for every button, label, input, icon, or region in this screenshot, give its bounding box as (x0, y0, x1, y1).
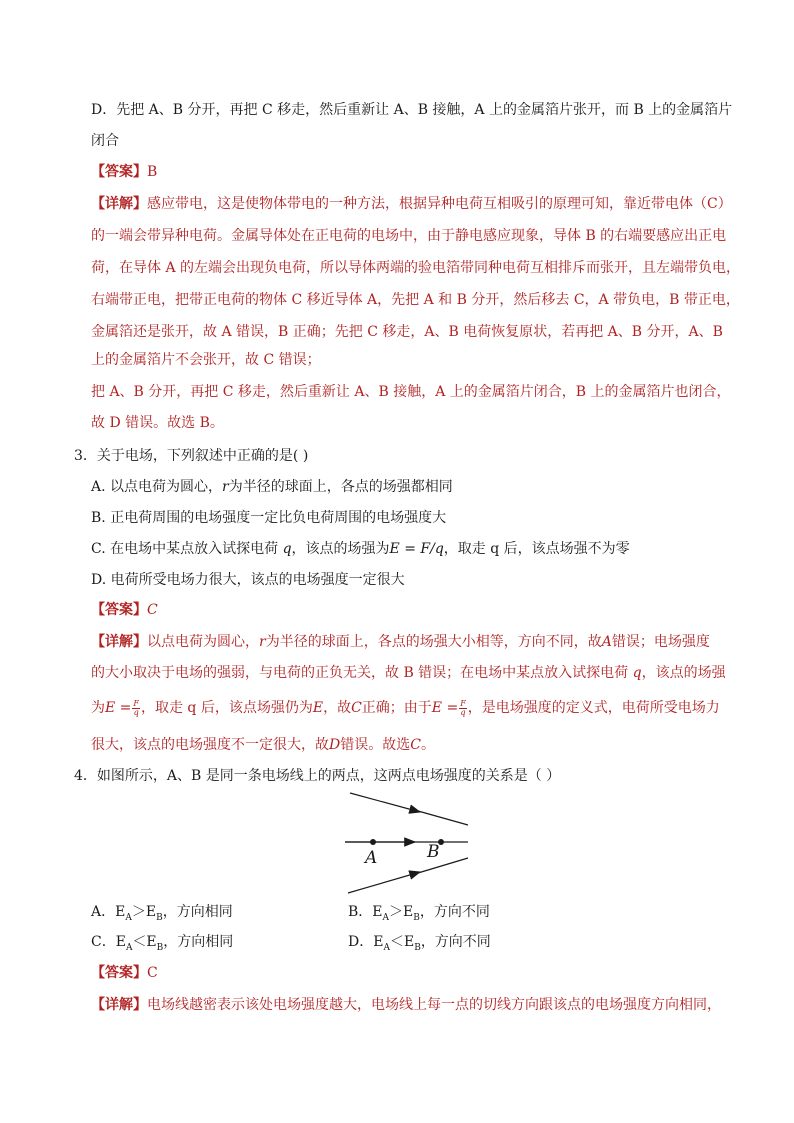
subscript: B (156, 912, 163, 923)
detail-text: 电场线越密表示该处电场强度越大，电场线上每一点的切线方向跟该点的电场强度方向相同， (147, 997, 721, 1013)
option-text: ，方向不同 (419, 904, 490, 920)
q3-detail-line (91, 698, 720, 718)
fraction (459, 700, 467, 717)
q2-detail-line: 荷，在导体 A 的左端会出现负电荷，所以导体两端的验电箔带同种电荷互相排斥而张开，且左端带负电， (91, 260, 741, 276)
option-text: ，取走 q 后，该点场强不为零 (443, 541, 630, 557)
detail-text: ，是电场强度的定义式，电荷所受电场力 (467, 700, 720, 716)
var-r: r (259, 634, 266, 650)
detail-text: 的大小取决于电场的强弱，与电荷的正负无关，故 B 错误；在电场中某点放入试探电荷 (91, 665, 629, 681)
field-line-upper-tail (418, 811, 468, 825)
detail-text: ，取走 q 后，该点场强仍为 (140, 700, 313, 716)
subscript: B (413, 912, 420, 923)
field-line-lower (348, 872, 420, 893)
q2-detail-line: 上的金属箔片不会张开，故 C 错误； (91, 352, 321, 368)
option-text: ，方向不同 (420, 934, 491, 950)
detail-text: 为 (91, 700, 105, 716)
answer-value: C (147, 602, 158, 618)
q3-option-d: D. 电荷所受电场力很大，该点的电场强度一定很大 (91, 572, 405, 588)
q3-detail-line (91, 663, 726, 683)
point-a-label: A (365, 848, 378, 868)
option-text: ＞E (131, 904, 157, 920)
fraction-denominator: q (133, 707, 139, 717)
field-line-upper (350, 793, 420, 812)
subscript: A (125, 942, 133, 953)
answer-tag: 【答案】 (91, 965, 147, 981)
fraction (132, 700, 140, 717)
option-text: A．E (91, 904, 126, 920)
q2-answer (91, 162, 157, 182)
option-text: C. 在电场中某点放入试探电荷 (91, 541, 279, 557)
option-text: ，方向相同 (162, 904, 233, 920)
detail-text: 以点电荷为圆心， (147, 634, 259, 650)
q2-detail-line: 把 A、B 分开，再把 C 移走，然后重新让 A、B 接触，A 上的金属箔片闭合，B 上的金属箔片也闭合， (91, 384, 731, 400)
var-c: C (351, 700, 362, 716)
var-e: E (312, 700, 324, 716)
subscript: A (382, 912, 390, 923)
q2-option-d-line1: D．先把 A、B 分开，再把 C 移走，然后重新让 A、B 接触，A 上的金属箔片张开，而 B 上的金属箔片 (91, 102, 733, 118)
answer-value: C (147, 965, 158, 981)
option-text: D．E (348, 934, 384, 950)
q2-detail-line: 故 D 错误。故选 B。 (91, 415, 224, 431)
option-text: C．E (91, 934, 126, 950)
q4-answer (91, 963, 158, 983)
q3-option-a (91, 477, 453, 497)
fraction-numerator: F (460, 698, 466, 708)
answer-tag: 【答案】 (91, 164, 147, 180)
option-text: ＜E (132, 934, 157, 950)
option-text: 为半径的球面上，各点的场强都相同 (228, 479, 453, 495)
subscript: B (156, 942, 164, 953)
option-text: ＜E (389, 934, 415, 950)
q2-detail-line (91, 194, 732, 214)
detail-text: 感应带电，这是使物体带电的一种方法，根据异种电荷互相吸引的原理可知，靠近带电体（C） (147, 196, 732, 212)
formula: E = (105, 700, 132, 716)
q3-detail-line (91, 735, 435, 755)
q3-detail-line (91, 632, 710, 652)
var-r: r (222, 479, 229, 495)
q3-option-c (91, 539, 630, 559)
point-a-dot (370, 839, 376, 845)
fraction-numerator: F (133, 698, 139, 708)
var-a: A (601, 634, 612, 650)
subscript: A (125, 912, 132, 923)
detail-text: 错误。故选 (340, 737, 411, 753)
detail-text: 为半径的球面上，各点的场强大小相等，方向不同，故 (265, 634, 602, 650)
q2-detail-line: 金属箔还是张开，故 A 错误，B 正确；先把 C 移走，A、B 电荷恢复原状，若再把 A、B 分开，A、B (91, 324, 723, 340)
formula: E = (431, 700, 459, 716)
formula: E = F/q (389, 541, 444, 557)
q3-answer (91, 600, 158, 620)
detail-tag: 【详解】 (91, 196, 147, 212)
option-text: ，该点的场强为 (291, 541, 390, 557)
option-text: B．E (348, 904, 383, 920)
option-text: ，方向相同 (163, 934, 234, 950)
answer-tag: 【答案】 (91, 602, 147, 618)
q4-stem: 4．如图所示，A、B 是同一条电场线上的两点，这两点电场强度的关系是（ ） (74, 768, 561, 784)
var-q: q (282, 541, 292, 557)
detail-text: 错误；电场强度 (611, 634, 710, 650)
point-b-label: B (427, 842, 440, 862)
electric-field-lines-figure (330, 785, 480, 900)
option-text: ＞E (389, 904, 414, 920)
var-c: C (410, 737, 421, 753)
detail-text: 。 (420, 737, 435, 753)
detail-text: ，该点的场强 (641, 665, 726, 681)
q4-option-d (348, 932, 491, 958)
q4-option-c (91, 932, 233, 958)
option-text: A. 以点电荷为圆心， (91, 479, 223, 495)
q4-option-a (91, 902, 233, 928)
var-d: D (329, 737, 341, 753)
fraction-denominator: q (460, 707, 466, 717)
var-q: q (632, 665, 642, 681)
q2-detail-line: 右端带正电，把带正电荷的物体 C 移近导体 A，先把 A 和 B 分开，然后移去 C，A 带负电，B 带正电， (91, 292, 740, 308)
q2-detail-line: 的一端会带异种电荷。金属导体处在正电荷的电场中，由于静电感应现象，导体 B 的右端要感应出正电 (91, 228, 727, 244)
q4-option-b (348, 902, 490, 928)
answer-value: B (147, 164, 158, 180)
q3-stem: 3．关于电场，下列叙述中正确的是( ) (74, 448, 309, 464)
detail-tag: 【详解】 (91, 997, 147, 1013)
detail-tag: 【详解】 (91, 634, 147, 650)
q3-option-b: B. 正电荷周围的电场强度一定比负电荷周围的电场强度大 (91, 510, 447, 526)
q2-option-d-line2: 闭合 (91, 133, 119, 149)
detail-text: 正确；由于 (361, 700, 432, 716)
subscript: B (414, 942, 421, 953)
detail-text: 很大，该点的电场强度不一定很大，故 (91, 737, 329, 753)
q4-detail-line (91, 995, 721, 1015)
field-line-lower-tail (418, 858, 468, 873)
subscript: A (383, 942, 390, 953)
detail-text: ，故 (323, 700, 352, 716)
